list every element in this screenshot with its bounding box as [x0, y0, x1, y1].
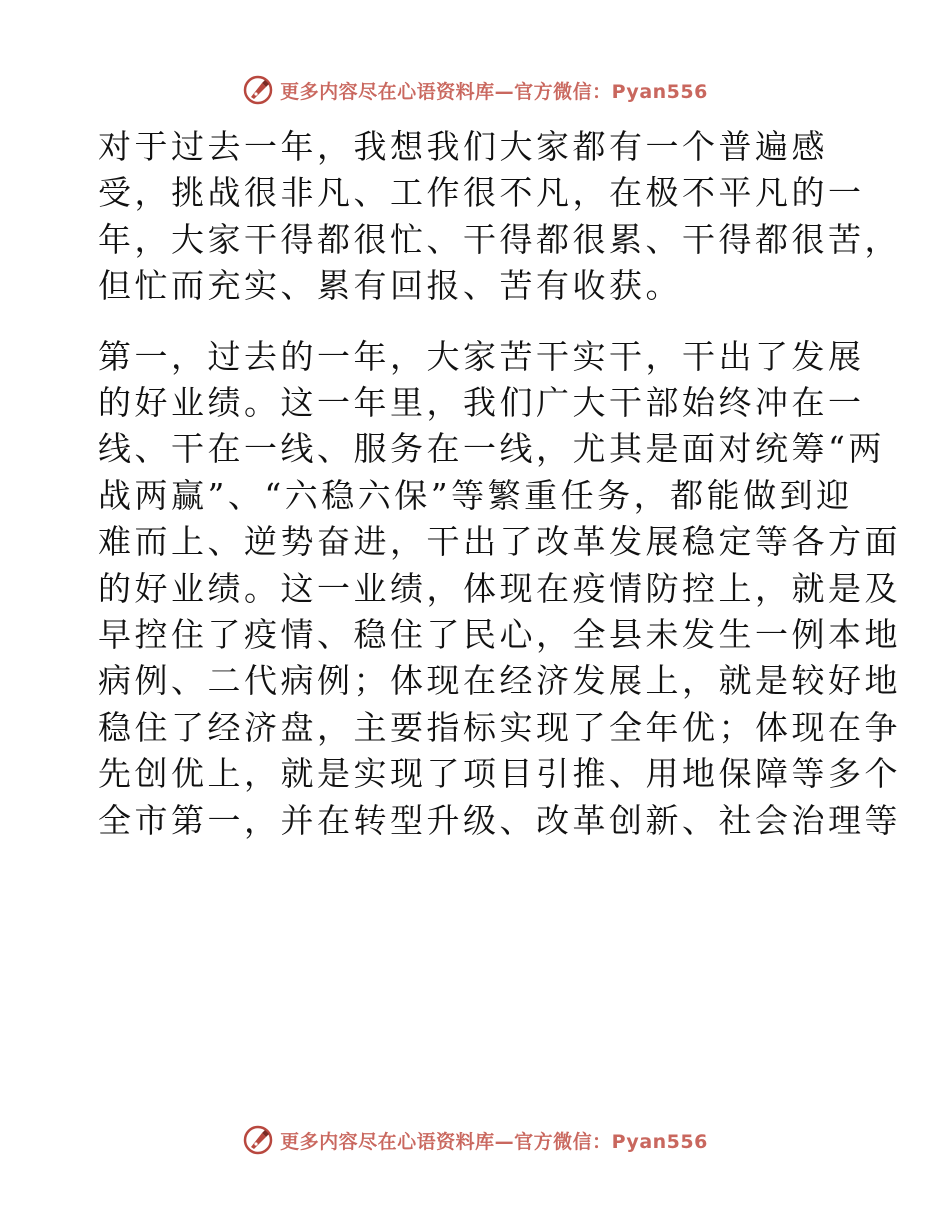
header-watermark-banner	[0, 70, 950, 110]
text-line: 全市第一，并在转型升级、改革创新、社会治理等	[98, 800, 901, 840]
watermark-text: 更多内容尽在心语资料库—官方微信：Pyan556	[280, 80, 708, 103]
text-line: 战两赢”、“六稳六保”等繁重任务，都能做到迎	[98, 475, 853, 515]
paragraph-2	[98, 334, 901, 844]
text-line: 稳住了经济盘，主要指标实现了全年优；体现在争	[98, 707, 901, 747]
pen-nib-circle-icon	[242, 1124, 274, 1156]
pen-nib-circle-icon	[242, 74, 274, 106]
text-line: 对于过去一年，我想我们大家都有一个普遍感	[98, 127, 828, 166]
text-line: 早控住了疫情、稳住了民心，全县未发生一例本地	[98, 615, 901, 655]
watermark-text: 更多内容尽在心语资料库—官方微信：Pyan556	[280, 1130, 708, 1153]
text-line: 的好业绩。这一年里，我们广大干部始终冲在一	[98, 383, 865, 423]
text-line: 的好业绩。这一业绩，体现在疫情防控上，就是及	[98, 568, 901, 608]
text-line: 先创优上，就是实现了项目引推、用地保障等多个	[98, 754, 901, 794]
text-line: 难而上、逆势奋进，干出了改革发展稳定等各方面	[98, 522, 901, 562]
document-body	[98, 124, 901, 844]
text-line: 受，挑战很非凡、工作很不凡，在极不平凡的一	[98, 173, 865, 213]
text-line: 年，大家干得都很忙、干得都很累、干得都很苦，	[98, 219, 901, 259]
text-line: 线、干在一线、服务在一线，尤其是面对统筹“两	[98, 429, 885, 469]
footer-watermark-banner	[0, 1120, 950, 1160]
text-line: 第一，过去的一年，大家苦干实干，干出了发展	[98, 336, 865, 376]
text-line: 但忙而充实、累有回报、苦有收获。	[98, 266, 682, 306]
text-line: 病例、二代病例；体现在经济发展上，就是较好地	[98, 661, 901, 701]
paragraph-1	[98, 124, 901, 310]
